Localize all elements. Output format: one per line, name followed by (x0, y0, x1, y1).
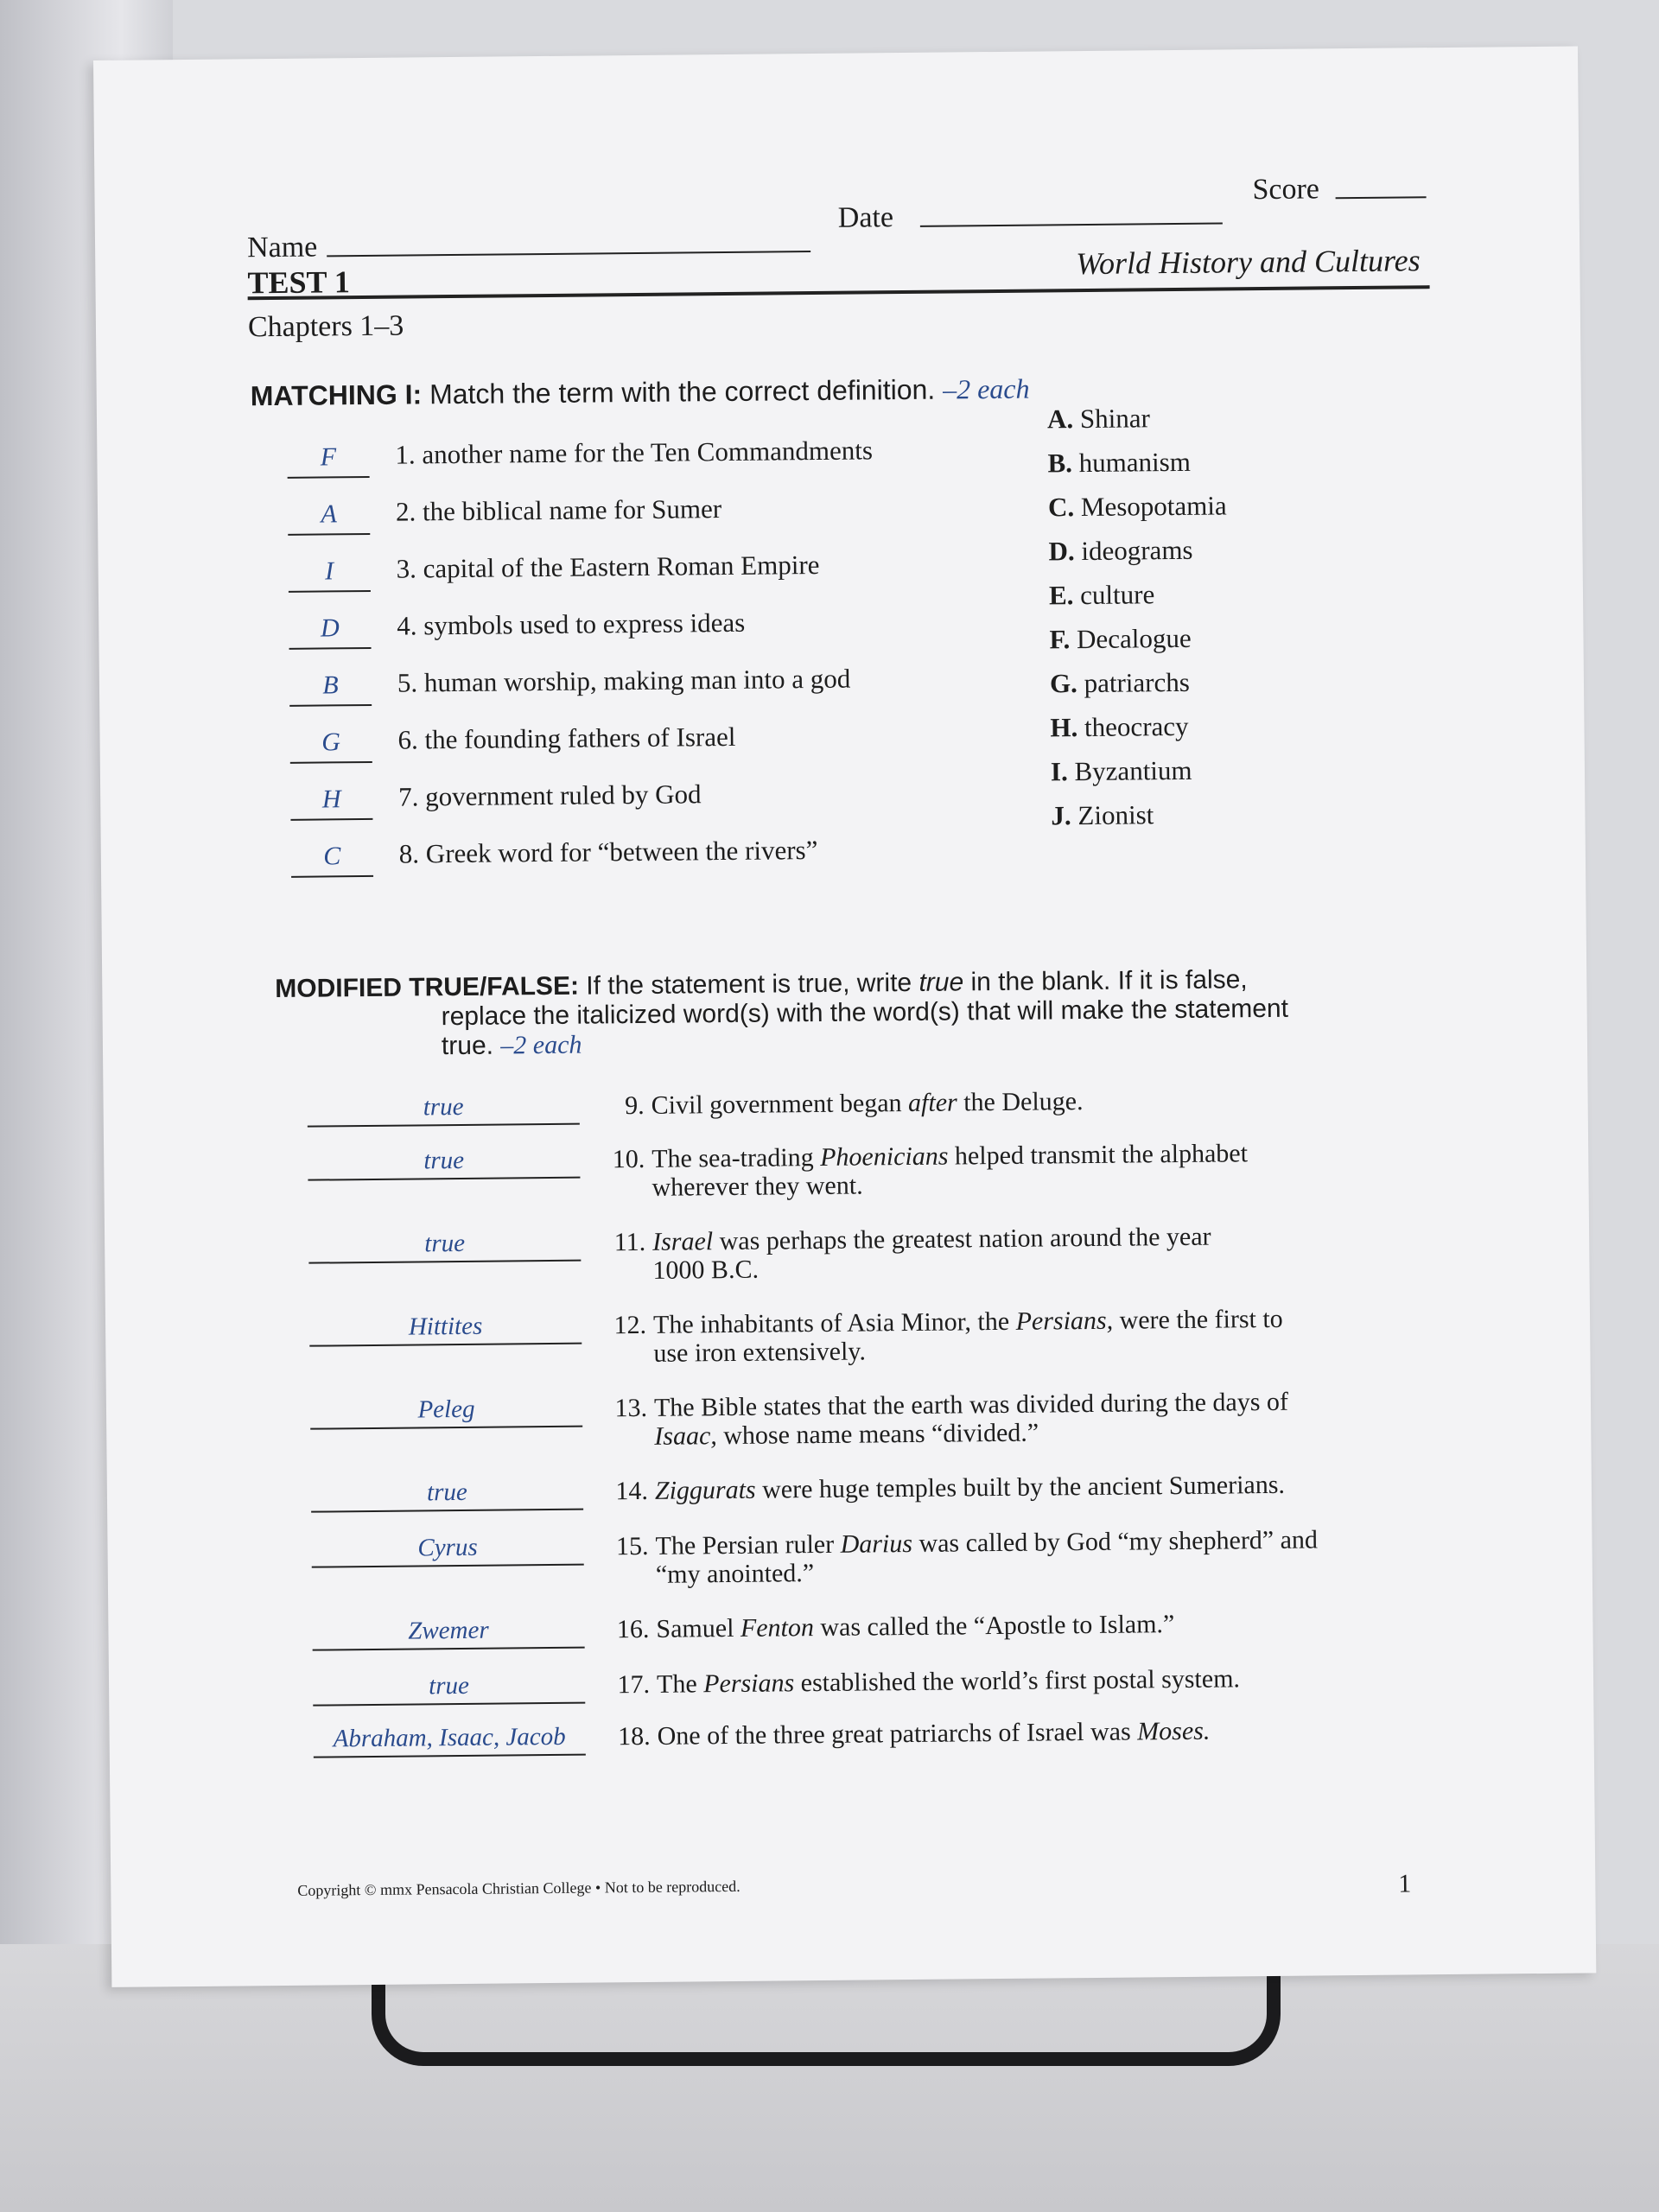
tf-heading-label: MODIFIED TRUE/FALSE: (275, 971, 580, 1004)
option-letter: I. (1050, 756, 1068, 787)
option-letter: H. (1050, 712, 1078, 743)
tf-answer-blank[interactable]: true (308, 1225, 581, 1264)
tf-item (307, 1079, 1516, 1122)
matching-item (291, 830, 1155, 881)
tf-item (311, 1465, 1521, 1507)
matching-item-text: 5. human worship, making man into a god (397, 663, 851, 698)
option-term: culture (1080, 579, 1155, 611)
option-letter: D. (1048, 536, 1075, 567)
matching-items (287, 430, 1156, 957)
option-term: Decalogue (1076, 622, 1192, 655)
tf-item-text: The Bible states that the earth was divided during the days of Isaac, whose name means “divided.” (653, 1387, 1289, 1451)
matching-item-text: 8. Greek word for “between the rivers” (398, 834, 818, 869)
option-letter: J. (1051, 800, 1071, 831)
tf-instruction-2: in the blank. If it is false, (970, 965, 1248, 997)
matching-answer-blank[interactable]: D (289, 609, 371, 650)
matching-item-text: 4. symbols used to express ideas (397, 607, 746, 641)
tf-item (311, 1520, 1521, 1589)
option-letter: G. (1049, 668, 1078, 699)
tf-answer-blank[interactable]: Zwemer (312, 1612, 584, 1651)
matching-answer-blank[interactable]: C (291, 837, 373, 878)
option-item (1047, 403, 1150, 435)
tf-item-number: 11. (613, 1227, 646, 1257)
tf-item (313, 1658, 1522, 1700)
tf-answer-blank[interactable]: Hittites (309, 1308, 582, 1347)
chapters-subtitle: Chapters 1–3 (247, 309, 404, 344)
tf-heading (275, 963, 1442, 1063)
matching-item (288, 487, 1152, 539)
matching-item (289, 601, 1153, 653)
tf-answer-blank[interactable]: Cyrus (311, 1529, 583, 1568)
tf-item-text: The Persians established the world’s first postal system. (656, 1664, 1241, 1699)
tf-answer-blank[interactable]: true (311, 1474, 583, 1513)
name-field[interactable] (327, 251, 810, 257)
matching-answer-blank[interactable]: G (289, 723, 372, 764)
tf-item-text: Israel was perhaps the greatest nation around the year 1000 B.C. (652, 1222, 1211, 1285)
option-item (1048, 490, 1227, 523)
tf-items (307, 1079, 1523, 1825)
option-item (1051, 755, 1192, 788)
option-letter: B. (1047, 448, 1073, 479)
matching-points: –2 each (942, 372, 1030, 405)
page-number: 1 (1398, 1869, 1412, 1898)
header-rule (248, 285, 1430, 300)
option-term: Mesopotamia (1080, 490, 1227, 523)
name-label: Name (246, 231, 318, 264)
option-term: Shinar (1079, 403, 1151, 435)
tf-instruction-1: If the statement is true, write (586, 968, 912, 1001)
tf-item-number: 15. (615, 1531, 649, 1561)
tf-item (309, 1299, 1519, 1368)
date-label: Date (837, 201, 894, 234)
tf-answer-blank[interactable]: Abraham, Isaac, Jacob (313, 1719, 585, 1758)
matching-heading-label: MATCHING I: (250, 378, 423, 412)
matching-item-text: 2. the biblical name for Sumer (395, 493, 722, 527)
option-term: Zionist (1077, 799, 1154, 831)
option-term: humanism (1078, 446, 1192, 479)
tf-item-number: 10. (612, 1144, 645, 1174)
option-item (1050, 667, 1190, 700)
option-term: patriarchs (1084, 666, 1190, 699)
matching-answer-blank[interactable]: I (288, 552, 370, 593)
tf-item-text: The Persian ruler Darius was called by God “my shepherd” and “my anointed.” (655, 1525, 1319, 1589)
matching-answer-blank[interactable]: A (288, 495, 370, 536)
tf-item (308, 1216, 1518, 1285)
option-letter: A. (1046, 404, 1074, 435)
matching-instruction: Match the term with the correct definition. (429, 373, 936, 410)
tf-item-text: The inhabitants of Asia Minor, the Persians, were the first to use iron extensively. (652, 1304, 1283, 1368)
matching-heading (251, 373, 1030, 413)
tf-answer-blank[interactable]: true (307, 1089, 579, 1128)
tf-item-number: 17. (617, 1669, 651, 1700)
score-field[interactable] (1336, 196, 1427, 199)
test-page (93, 47, 1596, 1987)
tf-item (313, 1710, 1522, 1753)
tf-item-text: Samuel Fenton was called the “Apostle to Islam.” (656, 1610, 1175, 1643)
matching-item (290, 772, 1154, 824)
tf-item-number: 18. (617, 1721, 651, 1751)
option-letter: C. (1047, 492, 1075, 523)
tf-points: –2 each (500, 1030, 582, 1060)
tf-item (310, 1382, 1520, 1451)
matching-item (287, 430, 1151, 482)
option-item (1051, 799, 1154, 831)
matching-answer-blank[interactable]: H (290, 780, 372, 821)
matching-options (1047, 402, 1311, 854)
tf-item-text: Ziggurats were huge temples built by the ancient Sumerians. (654, 1470, 1286, 1505)
tf-item-number: 16. (616, 1614, 650, 1644)
tf-item-number: 12. (613, 1310, 647, 1340)
tf-item (308, 1133, 1517, 1202)
date-field[interactable] (920, 222, 1223, 226)
matching-item (289, 658, 1154, 710)
copyright-notice: Copyright © mmx Pensacola Christian College • Not to be reproduced. (297, 1877, 741, 1899)
tf-instruction-true-word: true (918, 968, 964, 997)
option-item (1049, 579, 1155, 611)
tf-answer-blank[interactable]: Peleg (310, 1391, 582, 1430)
tf-item (312, 1603, 1522, 1645)
score-label: Score (1252, 173, 1320, 207)
option-item (1048, 535, 1192, 568)
option-term: Byzantium (1074, 754, 1192, 787)
tf-item-number: 13. (614, 1393, 648, 1423)
matching-item-text: 1. another name for the Ten Commandments (395, 435, 874, 470)
matching-answer-blank[interactable]: B (289, 666, 372, 707)
matching-item-text: 3. capital of the Eastern Roman Empire (396, 549, 820, 584)
tf-answer-blank[interactable]: true (308, 1142, 580, 1181)
matching-answer-blank[interactable]: F (287, 438, 369, 479)
matching-item (288, 544, 1152, 596)
course-title: World History and Cultures (1076, 243, 1421, 282)
option-letter: E. (1048, 580, 1074, 611)
test-title: TEST 1 (247, 264, 351, 301)
option-item (1049, 623, 1191, 656)
tf-instruction-line2: replace the italicized word(s) with the word(s) that will make the statement (441, 994, 1289, 1032)
tf-item-number: 9. (624, 1090, 645, 1121)
tf-item-text: Civil government began after the Deluge. (651, 1087, 1084, 1120)
tf-item-text: One of the three great patriarchs of Israel was Moses. (657, 1716, 1211, 1751)
matching-item-text: 7. government ruled by God (398, 779, 702, 812)
matching-item (289, 715, 1154, 767)
option-term: ideograms (1081, 534, 1193, 567)
tf-answer-blank[interactable]: true (313, 1668, 585, 1707)
option-term: theocracy (1084, 710, 1189, 743)
matching-item-text: 6. the founding fathers of Israel (397, 721, 736, 755)
tf-item-text: The sea-trading Phoenicians helped transmit the alphabet wherever they went. (652, 1139, 1249, 1202)
tf-instruction-line3: true. (441, 1031, 494, 1061)
option-item (1050, 711, 1188, 744)
tf-item-number: 14. (615, 1476, 649, 1506)
option-letter: F. (1049, 624, 1071, 655)
option-item (1047, 447, 1191, 480)
